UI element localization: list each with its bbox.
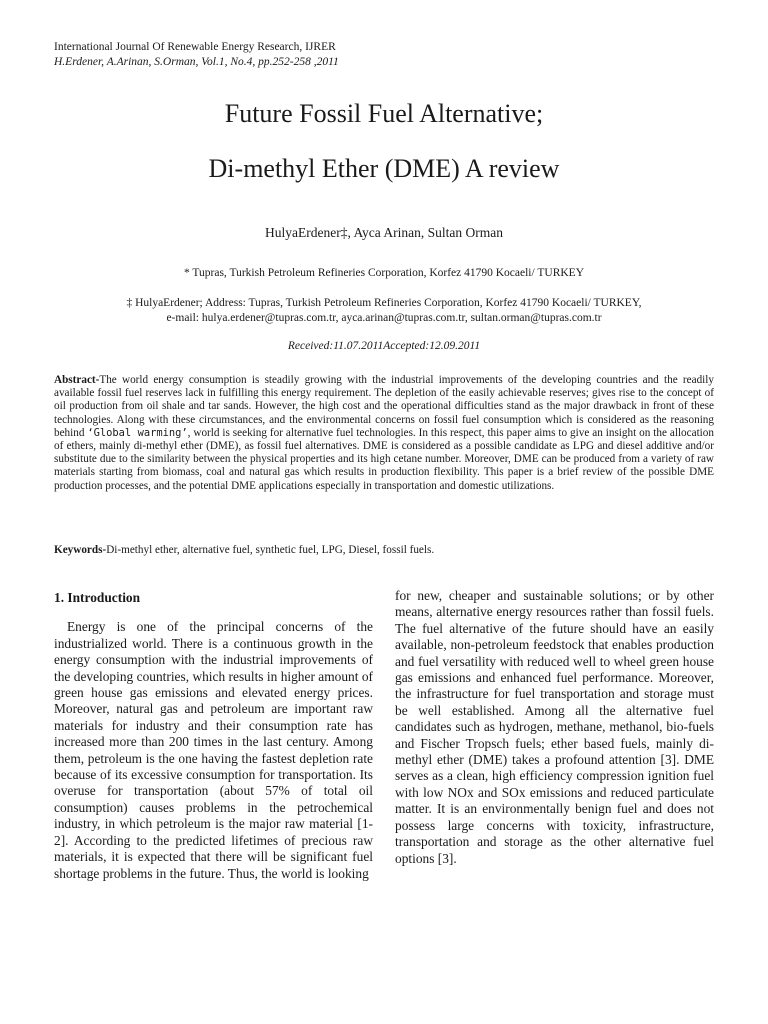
abstract-quoted-term: ‘Global warming’: [87, 426, 188, 439]
affiliation-line: * Tupras, Turkish Petroleum Refineries Corporation, Korfez 41790 Kocaeli/ TURKEY: [183, 267, 584, 279]
keywords-label: Keywords-: [54, 544, 107, 556]
section-heading-introduction: 1. Introduction: [54, 590, 141, 605]
abstract-label: Abstract-: [54, 374, 100, 386]
left-column: [54, 588, 373, 882]
right-column: [395, 588, 714, 867]
keywords-text: Di-methyl ether, alternative fuel, synthetic fuel, LPG, Diesel, fossil fuels.: [106, 544, 435, 556]
corresponding-author: [0, 296, 768, 326]
received-accepted-dates: Received:11.07.2011Accepted:12.09.2011: [287, 340, 481, 352]
citation-line: H.Erdener, A.Arinan, S.Orman, Vol.1, No.4, pp.252-258 ,2011: [54, 56, 339, 68]
intro-paragraph-continued: for new, cheaper and sustainable solutions; or by other means, alternative energy resources rather than fossil fuels. The fuel alternative of the future should have an easily available, non-petroleum feedstock that enables production and fuel versatility with reduced well to wheel green house gas emissions and enhanced fuel performance. Moreover, the infrastructure for fuel transportation and storage must be well established. Among all the alternative fuel candidates such as hydrogen, methane, methanol, bio-fuels and Fischer Tropsch fuels; ether based fuels, mainly di-methyl ether (DME) takes a profound attention [3]. DME serves as a clean, high efficiency compression ignition fuel with low NOx and SOx emissions and reduced particulate matter. It is an environmentally benign fuel and does not possess large concerns with toxicity, infrastructure, transportation and storage as the other alternative fuel options [3].: [395, 588, 714, 866]
corresponding-address: ‡ HulyaErdener; Address: Tupras, Turkish Petroleum Refineries Corporation, Korfez 41790 Kocaeli/ TURKEY,: [126, 297, 642, 309]
abstract-text-1: The world energy consumption is steadily growing with the industrial improvements of the developing countries and the readily available fossil fuel reserves lack in fulfilling this energy requirement. The depletion of the easily achievable reserves; gives rise to the concept of oil production from oil shale and tar sands. However, the high cost and the operational difficulties stand as the major drawback in front of these technologies. Along with these circumstances, and the environmental concerns on fossil fuel consumption which is considered as the reasoning behind: [54, 374, 714, 439]
abstract-text-2: , world is seeking for alternative fuel technologies. In this respect, this paper aims to give an insight on the allocation of ethers, mainly di-methyl ether (DME), as fossil fuel alternatives. DME is considered as a possible candidate as LPG and diesel additive and/or substitute due to the similarity between the physical properties and its high cetane number. Moreover, DME can be produced from a variety of raw materials starting from biomass, coal and natural gas which results in production flexibility. This paper is a brief review of the possible DME production processes, and the potential DME applications especially in transportation and domestic utilizations.: [54, 426, 714, 492]
intro-paragraph-1: Energy is one of the principal concerns of the industrialized world. There is a continuous growth in the energy consumption with the industrial improvements of the developing countries, which results in higher amount of green house gas emissions and elevated energy prices. Moreover, natural gas and petroleum are important raw materials for industry and their consumption rate has increased more than 200 times in the last century. Among them, petroleum is the one having the fastest depletion rate because of its excessive consumption for transportation. Its overuse for transportation (about 57% of total oil consumption) causes problems in the petrochemical industry, in which petroleum is the major raw material [1-2]. According to the predicted lifetimes of precious raw materials, it is expected that there will be significant fuel shortage problems in the future. Thus, the world is looking: [54, 619, 373, 881]
abstract: [54, 374, 714, 493]
keywords: [54, 543, 714, 557]
journal-name: International Journal Of Renewable Energy Research, IJRER: [54, 41, 336, 53]
journal-header: [54, 40, 339, 70]
paper-title-line-2: Di-methyl Ether (DME) A review: [208, 154, 560, 183]
email-line: e-mail: hulya.erdener@tupras.com.tr, ayca.arinan@tupras.com.tr, sultan.orman@tupras.com.tr: [166, 312, 602, 324]
paper-title-line-1: Future Fossil Fuel Alternative;: [224, 99, 544, 128]
affiliation: [0, 266, 768, 281]
author-list: HulyaErdener‡, Ayca Arinan, Sultan Orman: [265, 225, 503, 240]
